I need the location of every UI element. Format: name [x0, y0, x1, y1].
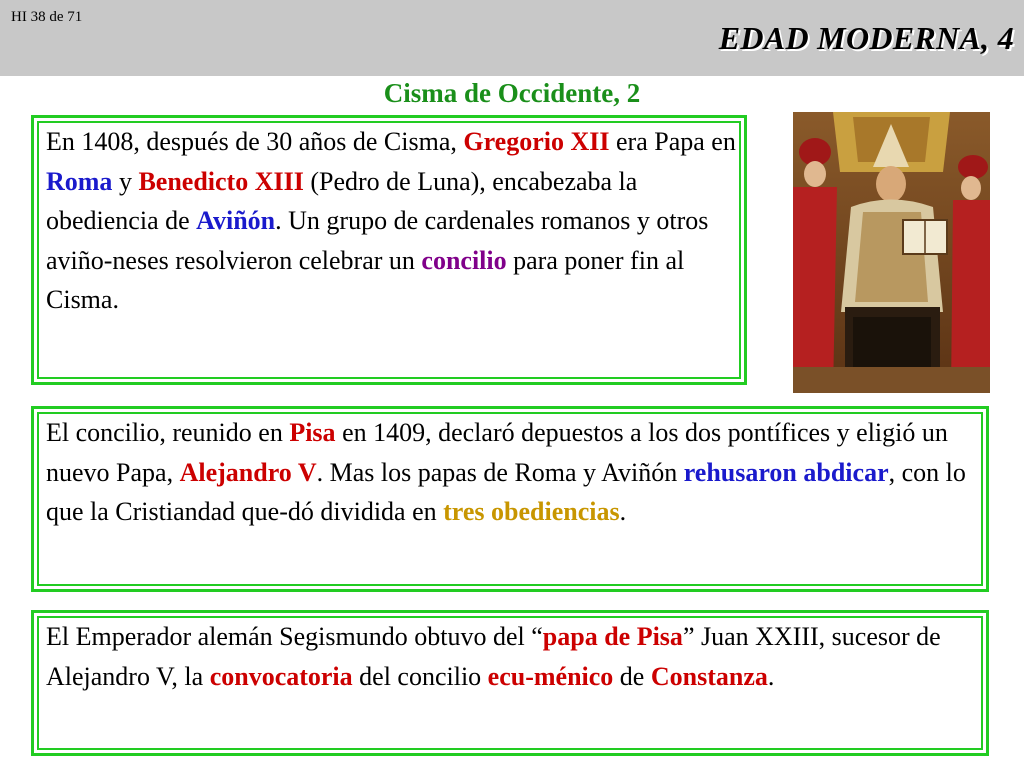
text-run: era Papa en — [609, 127, 736, 156]
highlight-gregorio-xii: Gregorio XII — [463, 127, 610, 156]
highlight-benedicto-xiii: Benedicto XIII — [138, 166, 304, 196]
header-bar — [0, 0, 1024, 76]
slide-number: HI 38 de 71 — [11, 9, 83, 25]
text-run: ” Juan XXIII, sucesor de Alejandro V, la — [46, 622, 941, 691]
text-run: y — [112, 166, 139, 196]
slide-title: EDAD MODERNA, 4 — [718, 20, 1014, 56]
text-run: . Un grupo de cardenales romanos y otros aviño-neses resolvieron celebrar un — [46, 206, 709, 275]
text-box-2 — [31, 406, 989, 592]
text-run: de — [613, 661, 651, 691]
text-run: del concilio — [352, 661, 488, 691]
highlight-avinon: Aviñón — [196, 206, 276, 235]
text-run: En 1408, después de 30 años de Cisma, — [46, 127, 464, 156]
text-box-1-content — [46, 122, 736, 320]
text-run: El Emperador alemán Segismundo obtuvo del “ — [46, 622, 543, 651]
pope-painting-image — [793, 112, 990, 393]
highlight-alejandro-v: Alejandro V — [179, 457, 317, 487]
highlight-convocatoria: convocatoria — [209, 661, 353, 691]
highlight-rehusaron-abdicar: rehusaron abdicar — [683, 457, 889, 487]
highlight-pisa: Pisa — [289, 418, 336, 447]
text-box-3-content — [46, 617, 978, 696]
text-run: El concilio, reunido en — [46, 418, 290, 447]
text-box-1 — [31, 115, 747, 385]
text-run: . Mas los papas de Roma y Aviñón — [316, 457, 684, 487]
painting-illustration — [793, 112, 990, 393]
highlight-papa-de-pisa: papa de Pisa — [542, 622, 683, 651]
highlight-constanza: Constanza — [650, 661, 768, 691]
text-run: . — [619, 497, 627, 526]
highlight-concilio: concilio — [421, 245, 507, 275]
highlight-ecumenico: ecu-ménico — [487, 661, 614, 691]
text-run: (Pedro de Luna), encabezaba la obediencia de — [46, 166, 638, 235]
highlight-roma: Roma — [46, 166, 113, 196]
text-run: para poner fin al Cisma. — [46, 245, 685, 314]
highlight-tres-obediencias: tres obediencias — [443, 497, 620, 526]
text-box-2-content — [46, 413, 978, 532]
slide-subtitle: Cisma de Occidente, 2 — [383, 78, 641, 108]
text-run: , con lo que la Cristiandad que-dó dividida en — [46, 457, 966, 526]
text-box-3 — [31, 610, 989, 756]
text-run: en 1409, declaró depuestos a los dos pontífices y eligió un nuevo Papa, — [46, 418, 948, 487]
text-run: . — [767, 661, 775, 691]
